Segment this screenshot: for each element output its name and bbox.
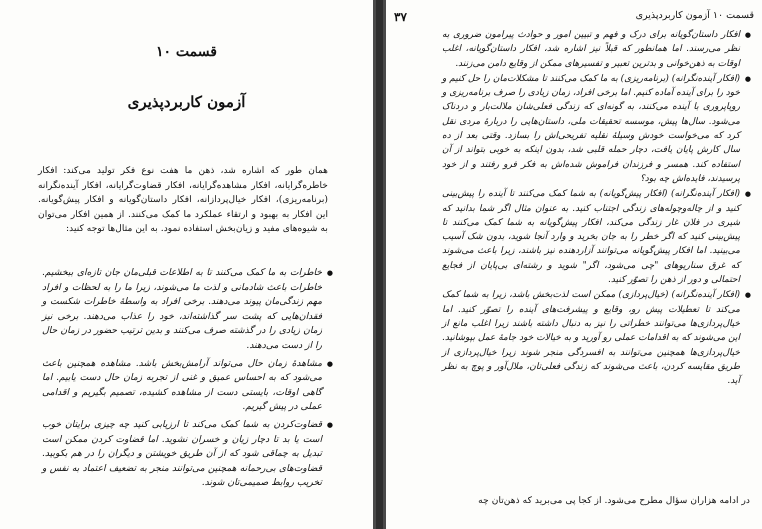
chapter-label: قسمت ۱۰ (156, 44, 217, 60)
bullet-item-storytelling: ● افکار داستان‌گویانه برای درک و فهم و تبیین امور و حوادث پیرامون ضروری به نظر می‌رسند. اما همانطور که قبلاً نیز اشاره شد، افکار داستان‌گویانه، اغلب اوقات به ذهن‌خوانی و بدترین تعبیر و تفسیرهای ممکن از وقایع دامن می‌زنند. (442, 28, 750, 71)
intro-paragraph: همان طور که اشاره شد، ذهن ما هفت نوع فکر تولید می‌کند: افکار خاطره‌گرایانه، افکار مشاهده‌گرایانه، افکار قضاوت‌گرایانه، افکار آینده‌نگرانه (برنامه‌ریزی)، افکار خیال‌پردازانه، افکار داستان‌گویانه و افکار پیش‌گویانه. این افکار به بهبود و ارتقاء عملکرد ما کمک می‌کنند. از همین افکار می‌توان به شیوه‌های مفید و زیان‌بخش استفاده نمود. به این مثال‌ها توجه کنید: (38, 165, 328, 235)
closing-paragraph: در ادامه هزاران سؤال مطرح می‌شود. از کجا پی می‌برید که ذهن‌تان چه (478, 495, 750, 506)
running-title: قسمت ۱۰ آزمون کاربردپذیری (635, 10, 754, 21)
bullet-item-fantasy: ● (افکار آینده‌نگرانه) (خیال‌پردازی) ممکن است لذت‌بخش باشد، زیرا به شما کمک می‌کند تا تعطیلات پیش رو، وقایع و پیشرفت‌های آینده را تصوّر کنید. اما خیال‌پردازی‌ها می‌توانند خطراتی را نیز به دنبال داشته باشند زیرا اغلب مانع از این می‌شوند که به اقدامات عملی رو آورید و به خیالات خود جامهٔ عمل بپوشانید. خیال‌پردازی‌ها همچنین می‌توانند به افسردگی منجر شوند زیرا خیال‌پردازی از طریق مقایسه کردن، باعث می‌شوند که زندگی فعلی‌تان، ملال‌آور و پوچ به نظر آید. (442, 288, 750, 388)
right-bullet-list (442, 28, 750, 389)
book-gutter (373, 0, 386, 529)
chapter-title: آزمون کاربردپذیری (127, 93, 246, 111)
bullet-item-planning: ● (افکار آینده‌نگرانه) (برنامه‌ریزی) به ما کمک می‌کنند تا مشکلات‌مان را حل کنیم و خود را برای آینده آماده کنیم. اما برخی افراد، زمان زیادی را صرف برنامه‌ریزی و رویاپروری با آینده می‌کنند، به گونه‌ای که زندگی فعلی‌شان ملالت‌بار و دردناک می‌شود. سال‌ها پیش، موسسه تحقیقات ملی، داستان‌هایی را دربارهٔ مردی نقل کرد که می‌خواست خودش وسیلهٔ نقلیه تفریحی‌اش را بسازد. وقتی بعد از ده سال کارش پایان یافت، دچار حمله قلبی شد، بدون اینکه به خوبی بتواند از آن استفاده کند. همسر و فرزندان فراموش شده‌اش به فکر فرو رفتند و از خود پرسیدند، فایده‌اش چه بود؟ (442, 72, 750, 186)
left-page (0, 0, 373, 529)
left-bullet-list (42, 266, 332, 494)
bullet-item-observation: ● مشاهدهٔ زمان حال می‌تواند آرامش‌بخش باشد. مشاهده همچنین باعث می‌شود که به احساس عمیق و غنی از تجربه زمان حال دست یابیم. اما گاهی اوقات، بایستی دست از مشاهده کشیده، تصمیم بگیریم و اقدامی عملی در پیش گیریم. (42, 357, 332, 415)
bullet-item-prediction: ● (افکار آینده‌نگرانه) (افکار پیش‌گویانه) به شما کمک می‌کنند تا آینده را پیش‌بینی کنید و از چاله‌وچوله‌های زندگی اجتناب کنید. به عنوان مثال اگر شما بدانید که شیری در فلان غار زندگی می‌کند، افکار پیش‌گویانه به شما کمک می‌کنند تا پیش‌بینی کنید که اگر خطر را به جان بخرید و وارد آنجا شوید، بدون شک آسیب می‌بینید. اما افکار پیش‌گویانه می‌توانند آزاردهنده نیز باشند، زیرا باعث می‌شوند که غرق سناریوهای "چی می‌شود، اگر" شوید و رشته‌ای بی‌پایان از فجایع احتمالی و دور از ذهن را تصوّر کنید. (442, 187, 750, 287)
page-number: ۳۷ (394, 10, 407, 24)
right-page (386, 0, 762, 529)
bullet-item-memories: ● خاطرات به ما کمک می‌کنند تا به اطلاعات قبلی‌مان جان تازه‌ای ببخشیم. خاطرات باعث شادمانی و لذت ما می‌شوند، زیرا ما را به لحظات و افراد مهم زندگی‌مان پیوند می‌دهند. برخی افراد به واسطهٔ خاطرات شکست و فقدان‌هایی که پشت سر گذاشته‌اند، خود را عذاب می‌دهند. برخی نیز زمان زیادی را در گذشته صرف می‌کنند و بدین ترتیب حضور در زمان حال را از دست می‌دهند. (42, 266, 332, 354)
bullet-item-judgment: ● قضاوت‌کردن به شما کمک می‌کند تا ارزیابی کنید چه چیزی برایتان خوب است یا بد تا دچار زیان و خسران نشوید. اما قضاوت کردن ممکن است تبدیل به چماقی شود که از آن طریق خویشتن و دیگران را در هم بکوبید. قضاوت‌های بی‌رحمانه همچنین می‌توانند منجر به تضعیف اعتماد به نفس و تخریب روابط صمیمی‌تان شوند. (42, 418, 332, 491)
